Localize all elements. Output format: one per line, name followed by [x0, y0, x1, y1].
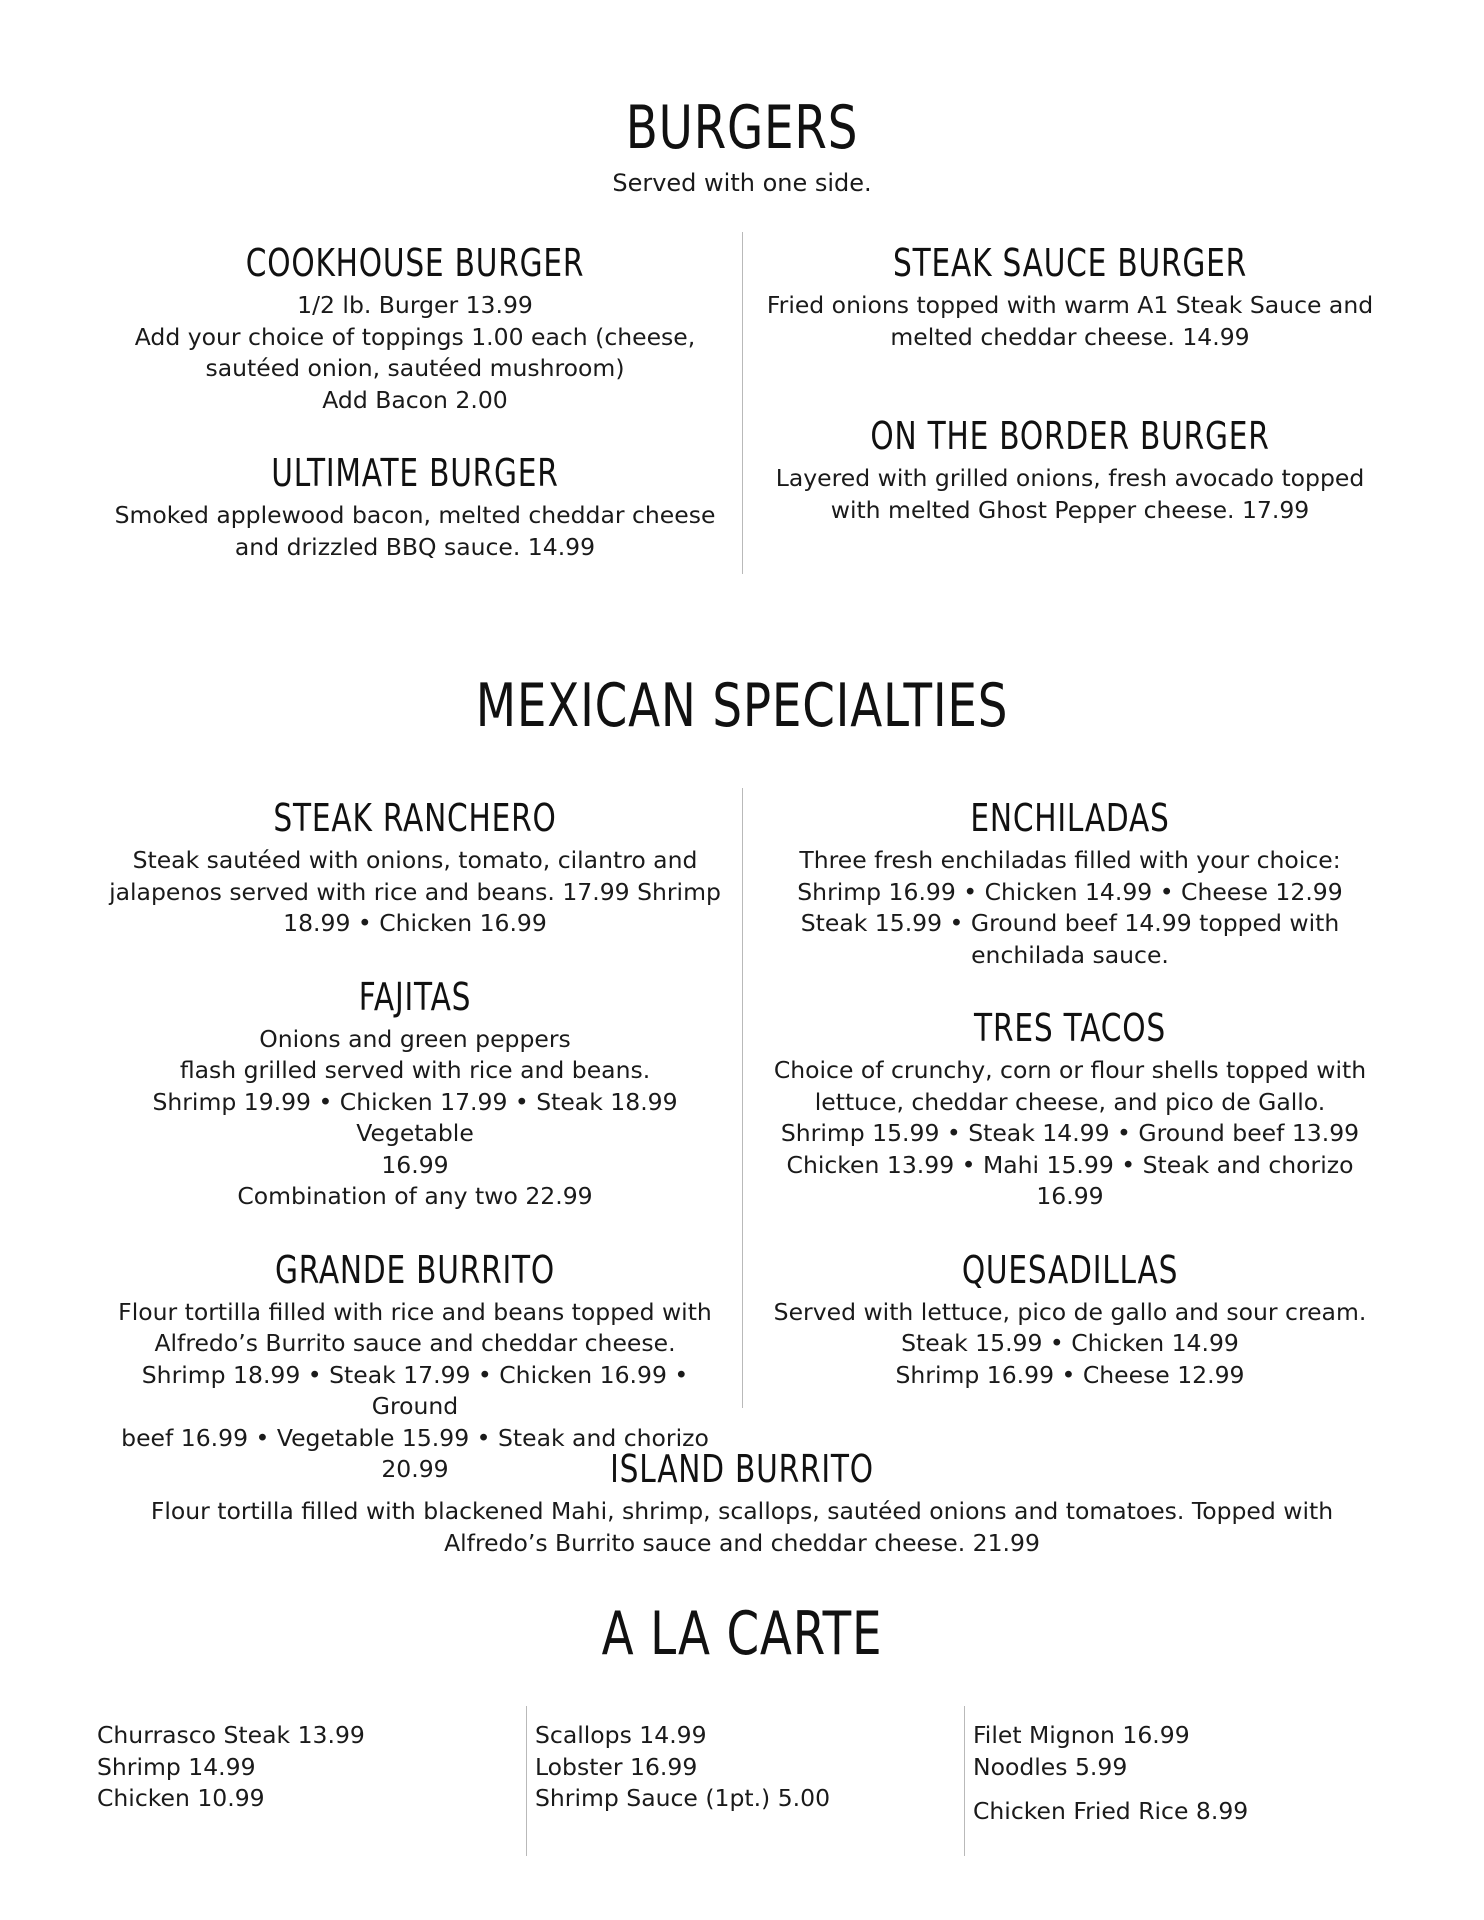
- item-desc-line: Flour tortilla filled with rice and beans topped with: [118, 1297, 712, 1326]
- menu-item: [750, 240, 1390, 353]
- item-desc-line: melted cheddar cheese. 14.99: [890, 322, 1250, 351]
- item-desc-line: Steak sautéed with onions, tomato, cilantro and: [132, 846, 698, 874]
- menu-item: [750, 413, 1390, 526]
- menu-item: [95, 974, 735, 1213]
- alacarte-column-2: [535, 1720, 955, 1815]
- menu-item: [750, 1247, 1390, 1392]
- item-title: ULTIMATE BURGER: [271, 451, 559, 495]
- item-desc-line: Shrimp 19.99 • Chicken 17.99 • Steak 18.99 Vegetable: [152, 1087, 678, 1147]
- island-burrito-item: [60, 1446, 1424, 1559]
- burgers-heading: BURGERS: [625, 93, 859, 163]
- item-desc-line: jalapenos served with rice and beans. 17.99 Shrimp: [109, 877, 721, 906]
- item-title: STEAK SAUCE BURGER: [893, 241, 1247, 285]
- item-title: TRES TACOS: [974, 1006, 1166, 1050]
- alacarte-column-1: [97, 1720, 517, 1815]
- item-desc-line: 1/2 lb. Burger 13.99: [297, 291, 533, 319]
- item-desc-line: Steak 15.99 • Chicken 14.99: [901, 1329, 1239, 1357]
- item-desc-line: Add Bacon 2.00: [322, 385, 508, 414]
- item-desc-line: Flour tortilla filled with blackened Mahi, shrimp, scallops, sautéed onions and tomatoes. Topped with: [150, 1497, 1334, 1525]
- item-desc-line: Onions and green peppers: [259, 1024, 571, 1053]
- item-title: QUESADILLAS: [961, 1247, 1179, 1292]
- item-desc-line: lettuce, cheddar cheese, and pico de Gallo.: [814, 1087, 1326, 1116]
- mexican-heading: MEXICAN SPECIALTIES: [475, 671, 1009, 741]
- item-desc-line: Layered with grilled onions, fresh avocado topped: [775, 464, 1365, 492]
- item-desc-line: Served with lettuce, pico de gallo and sour cream.: [773, 1297, 1367, 1326]
- alacarte-item: Churrasco Steak 13.99: [97, 1721, 365, 1749]
- item-desc-line: Chicken 13.99 • Mahi 15.99 • Steak and chorizo 16.99: [786, 1150, 1354, 1210]
- item-desc-line: Fried onions topped with warm A1 Steak Sauce and: [766, 291, 1374, 319]
- mexican-right-column: [750, 795, 1390, 1425]
- item-desc-line: Steak 15.99 • Ground beef 14.99 topped with: [800, 909, 1340, 937]
- item-desc-line: beef 16.99 • Vegetable 15.99 • Steak and chorizo 20.99: [121, 1423, 709, 1483]
- item-title: STEAK RANCHERO: [273, 796, 557, 840]
- alacarte-item: Lobster 16.99: [535, 1752, 698, 1781]
- menu-item: [750, 1005, 1390, 1213]
- burgers-left-column: [95, 240, 735, 597]
- item-desc-line: Shrimp 15.99 • Steak 14.99 • Ground beef 13.99: [780, 1119, 1360, 1147]
- item-desc-line: Shrimp 18.99 • Steak 17.99 • Chicken 16.99 • Ground: [141, 1360, 689, 1420]
- item-title: ON THE BORDER BURGER: [870, 414, 1270, 458]
- alacarte-item: Shrimp 14.99: [97, 1752, 256, 1781]
- item-desc-line: with melted Ghost Pepper cheese. 17.99: [830, 495, 1310, 524]
- item-desc-line: Add your choice of toppings 1.00 each (cheese,: [134, 322, 696, 351]
- column-divider: [526, 1706, 527, 1856]
- item-desc-line: flash grilled served with rice and beans.: [179, 1056, 651, 1084]
- item-desc-line: Smoked applewood bacon, melted cheddar cheese: [114, 501, 716, 529]
- item-title: FAJITAS: [358, 974, 472, 1019]
- alacarte-item: Chicken Fried Rice 8.99: [973, 1797, 1249, 1825]
- item-title: GRANDE BURRITO: [274, 1247, 556, 1292]
- menu-item: [95, 240, 735, 416]
- column-divider: [742, 232, 743, 574]
- item-desc-line: 16.99: [381, 1150, 449, 1179]
- menu-item: [750, 795, 1390, 971]
- alacarte-item: Scallops 14.99: [535, 1721, 707, 1749]
- column-divider: [964, 1706, 965, 1856]
- alacarte-item: Shrimp Sauce (1pt.) 5.00: [535, 1784, 831, 1812]
- item-desc-line: Shrimp 16.99 • Chicken 14.99 • Cheese 12.99: [797, 877, 1343, 906]
- item-title: ISLAND BURRITO: [610, 1447, 874, 1491]
- item-title: ENCHILADAS: [970, 796, 1170, 840]
- alacarte-item: Noodles 5.99: [973, 1752, 1128, 1781]
- alacarte-item: Filet Mignon 16.99: [973, 1721, 1190, 1749]
- burgers-subtitle: Served with one side.: [612, 169, 872, 197]
- item-desc-line: Three fresh enchiladas filled with your choice:: [799, 846, 1341, 874]
- item-desc-line: Alfredo’s Burrito sauce and cheddar cheese.: [154, 1329, 676, 1357]
- burgers-right-column: [750, 240, 1390, 560]
- alacarte-item: Chicken 10.99: [97, 1784, 265, 1812]
- column-divider: [742, 788, 743, 1408]
- item-desc-line: Alfredo’s Burrito sauce and cheddar cheese. 21.99: [444, 1528, 1040, 1557]
- menu-item: [95, 795, 735, 940]
- mexican-left-column: [95, 795, 735, 1520]
- item-desc-line: Combination of any two 22.99: [237, 1182, 593, 1210]
- alacarte-column-3: [973, 1720, 1393, 1828]
- menu-item: [95, 450, 735, 563]
- item-desc-line: 18.99 • Chicken 16.99: [283, 909, 547, 937]
- item-desc-line: Shrimp 16.99 • Cheese 12.99: [895, 1360, 1245, 1389]
- alacarte-heading: A LA CARTE: [601, 1599, 883, 1669]
- item-desc-line: enchilada sauce.: [971, 940, 1169, 969]
- item-desc-line: and drizzled BBQ sauce. 14.99: [234, 532, 596, 561]
- item-desc-line: sautéed onion, sautéed mushroom): [205, 354, 625, 382]
- item-title: COOKHOUSE BURGER: [245, 241, 585, 285]
- item-desc-line: Choice of crunchy, corn or flour shells topped with: [773, 1056, 1367, 1084]
